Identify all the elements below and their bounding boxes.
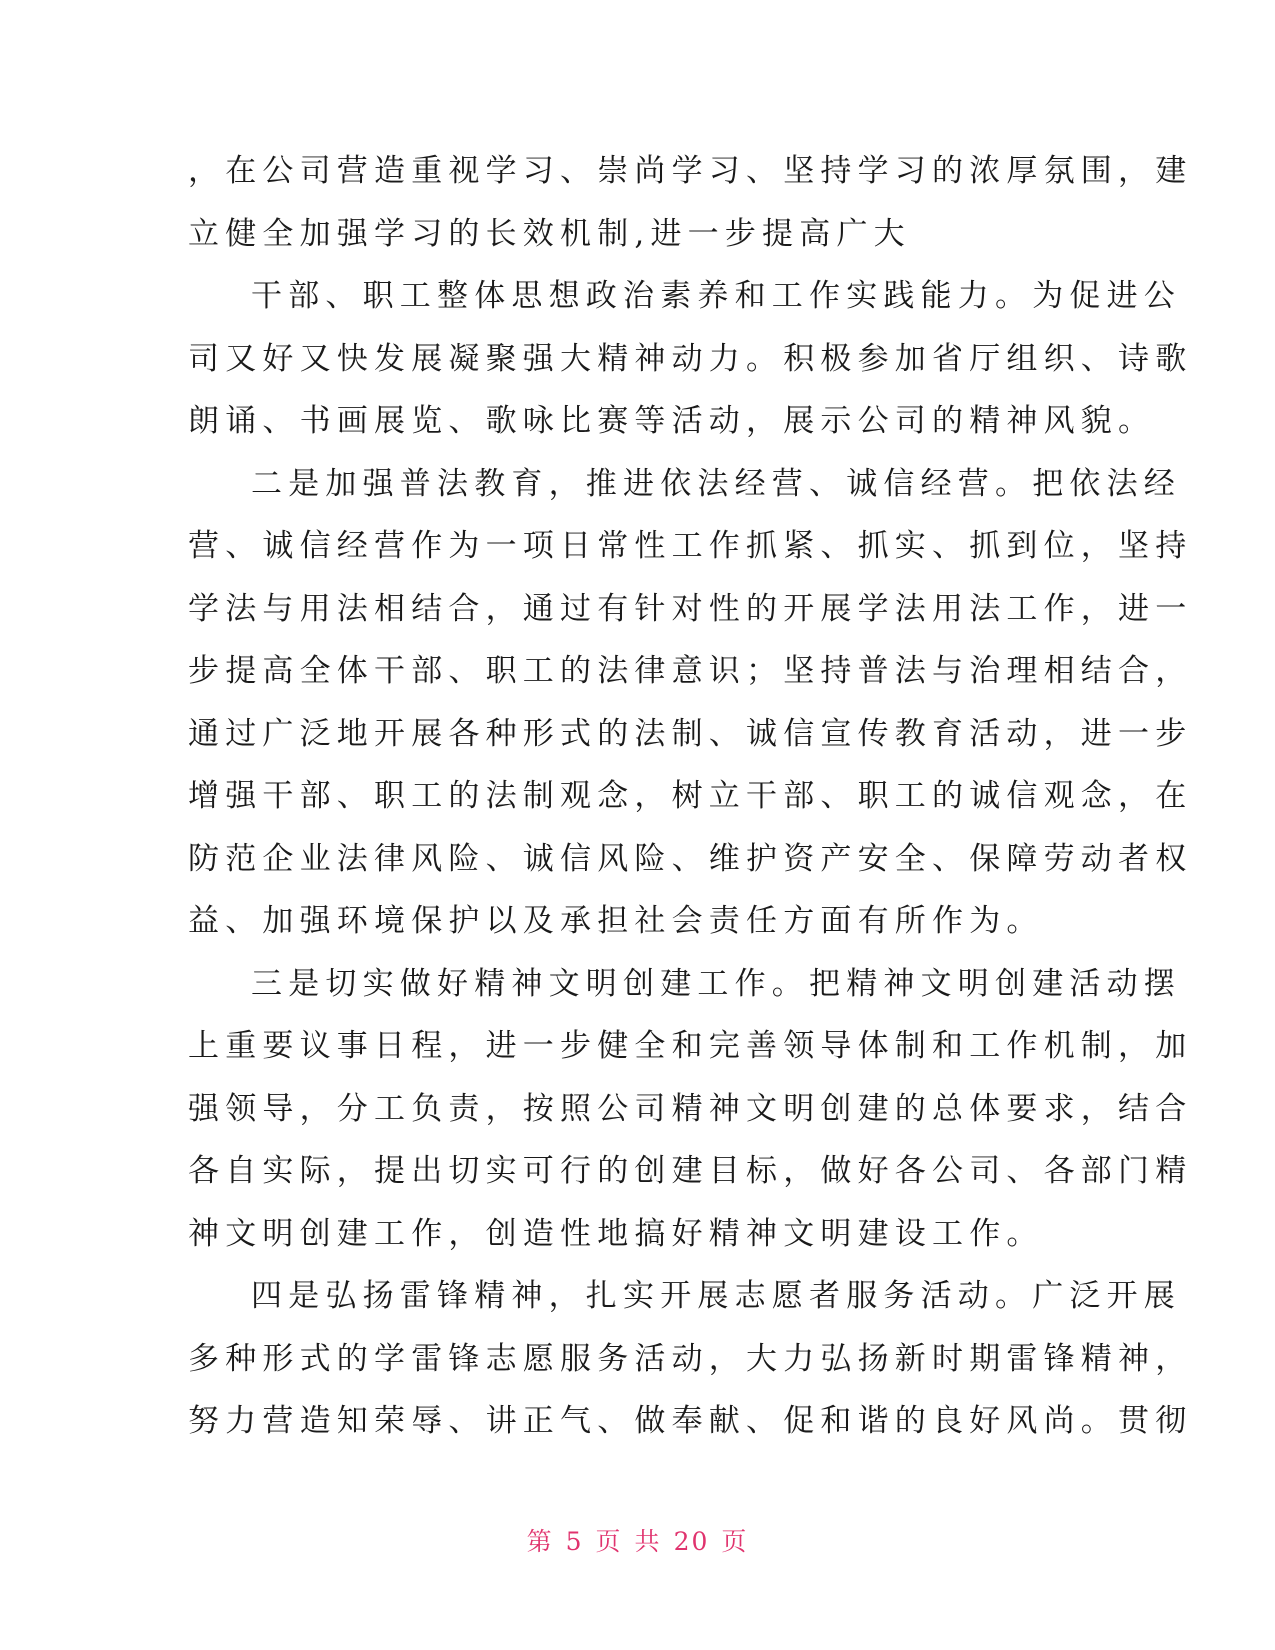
- text-line: 增强干部、职工的法制观念，树立干部、职工的诚信观念，在: [188, 778, 1193, 814]
- text-line: 四是弘扬雷锋精神，扎实开展志愿者服务活动。广泛开展: [251, 1278, 1181, 1314]
- text-line: 上重要议事日程，进一步健全和完善领导体制和工作机制，加: [188, 1028, 1193, 1064]
- footer-page-word: 页: [595, 1527, 623, 1556]
- text-line: 步提高全体干部、职工的法律意识；坚持普法与治理相结合，: [188, 653, 1193, 689]
- text-line: 干部、职工整体思想政治素养和工作实践能力。为促进公: [251, 278, 1181, 314]
- text-line: 学法与用法相结合，通过有针对性的开展学法用法工作，进一: [188, 590, 1193, 627]
- footer-current-page: 5: [565, 1527, 584, 1556]
- page-footer: [0, 1522, 1275, 1558]
- text-line: 益、加强环境保护以及承担社会责任方面有所作为。: [188, 903, 1044, 939]
- text-line: 司又好又快发展凝聚强大精神动力。积极参加省厅组织、诗歌: [188, 340, 1193, 377]
- text-line: 三是切实做好精神文明创建工作。把精神文明创建活动摆: [251, 965, 1181, 1002]
- text-line: 努力营造知荣辱、讲正气、做奉献、促和谐的良好风尚。贯彻: [188, 1403, 1193, 1439]
- footer-total-prefix: 共: [634, 1527, 662, 1556]
- text-line: 二是加强普法教育，推进依法经营、诚信经营。把依法经: [251, 465, 1181, 502]
- text-line: 神文明创建工作，创造性地搞好精神文明建设工作。: [188, 1215, 1044, 1252]
- text-line: 强领导，分工负责，按照公司精神文明创建的总体要求，结合: [188, 1090, 1193, 1127]
- text-line: 营、诚信经营作为一项日常性工作抓紧、抓实、抓到位，坚持: [188, 528, 1193, 564]
- footer-prefix: 第: [526, 1527, 554, 1556]
- text-line: ，在公司营造重视学习、崇尚学习、坚持学习的浓厚氛围，建: [188, 153, 1193, 189]
- text-line: 防范企业法律风险、诚信风险、维护资产安全、保障劳动者权: [188, 840, 1193, 877]
- footer-total-pages: 20: [673, 1527, 710, 1556]
- text-line: 朗诵、书画展览、歌咏比赛等活动，展示公司的精神风貌。: [188, 403, 1156, 439]
- text-line: 各自实际，提出切实可行的创建目标，做好各公司、各部门精: [188, 1153, 1193, 1189]
- footer-suffix: 页: [721, 1527, 749, 1556]
- text-line: 立健全加强学习的长效机制,进一步提高广大: [188, 215, 911, 252]
- text-line: 多种形式的学雷锋志愿服务活动，大力弘扬新时期雷锋精神，: [188, 1340, 1193, 1377]
- text-line: 通过广泛地开展各种形式的法制、诚信宣传教育活动，进一步: [188, 715, 1193, 752]
- body-text: [188, 140, 1193, 1453]
